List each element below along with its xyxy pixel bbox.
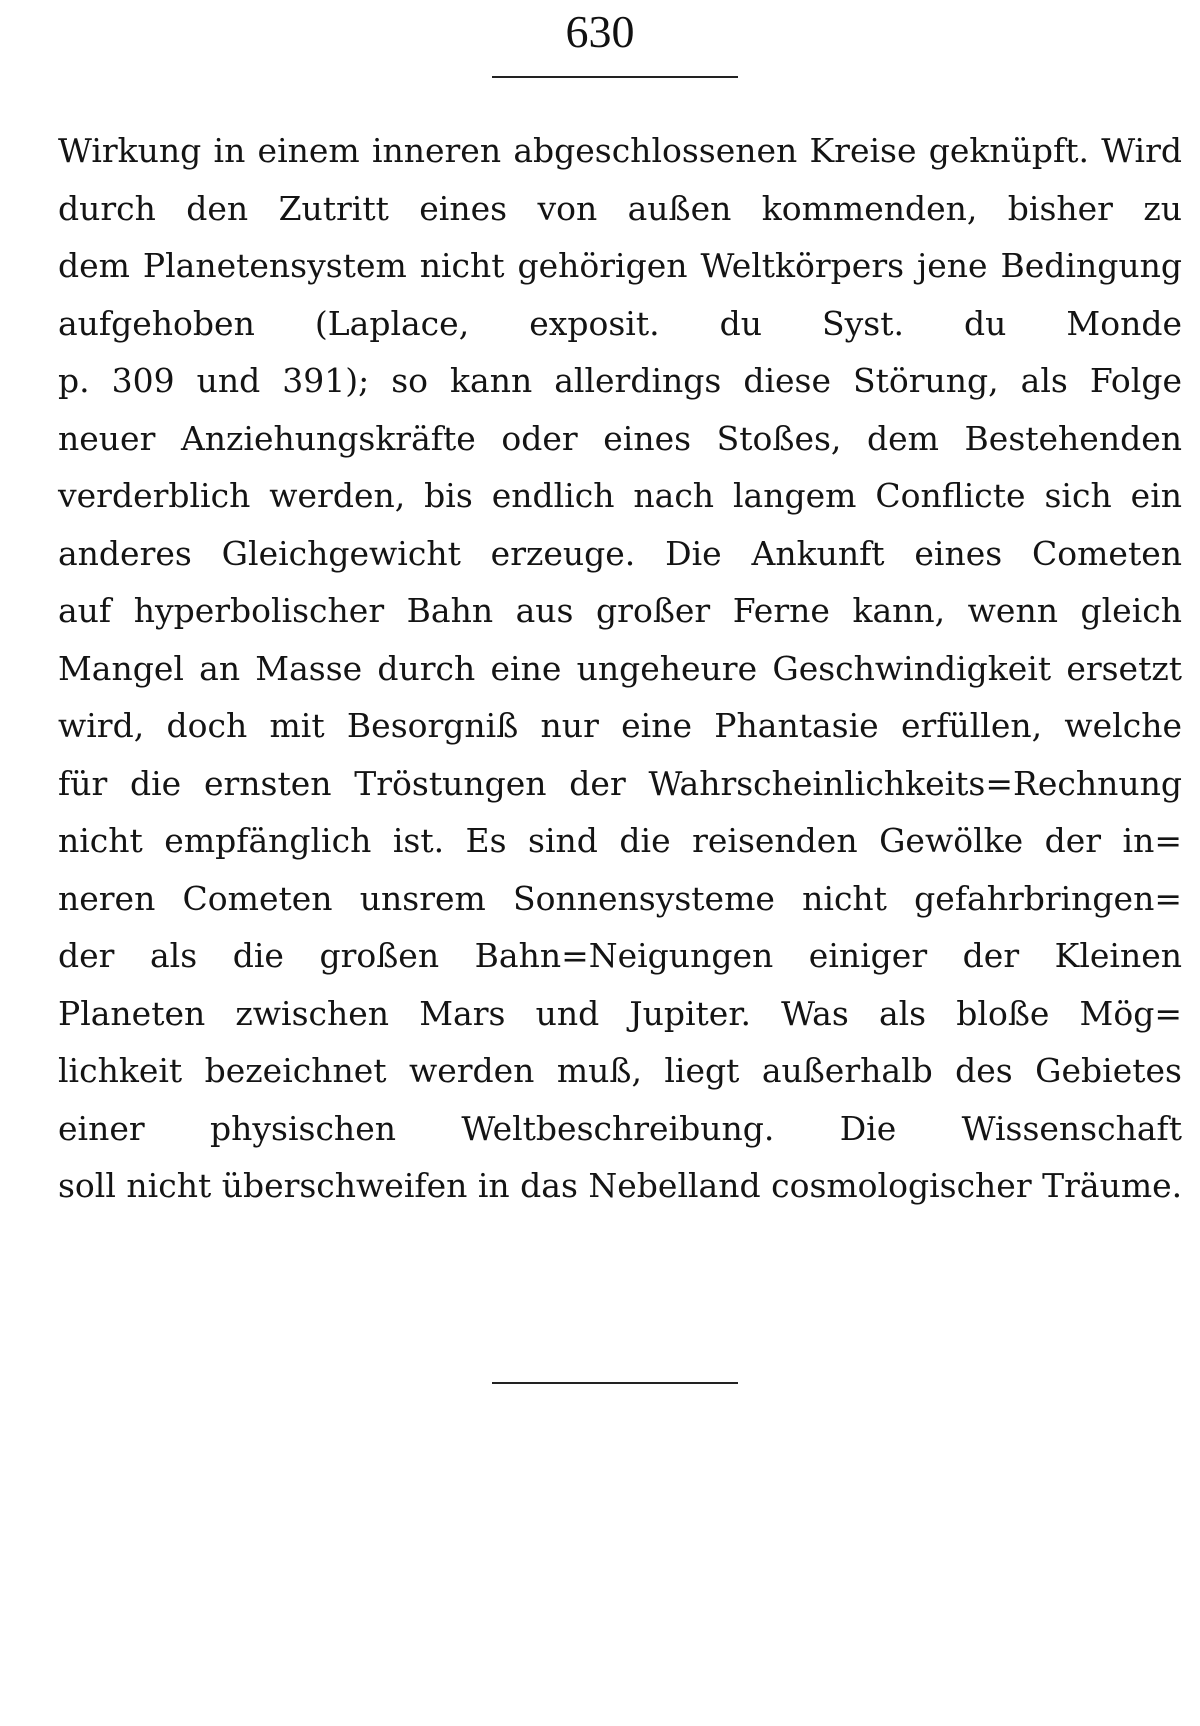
text-line: Planeten zwischen Mars und Jupiter. Was als bloße Mög= xyxy=(58,993,1182,1033)
text-line: auf hyperbolischer Bahn aus großer Ferne kann, wenn gleich xyxy=(58,591,1182,630)
text-line: verderblich werden, bis endlich nach langem Conflicte sich ein xyxy=(58,476,1182,515)
text-line: dem Planetensystem nicht gehörigen Weltkörpers jene Bedingung xyxy=(58,246,1182,285)
body-text xyxy=(58,122,1182,1215)
text-line: Mangel an Masse durch eine ungeheure Geschwindigkeit ersetzt xyxy=(58,648,1182,688)
header-rule xyxy=(492,76,738,78)
text-line: neuer Anziehungskräfte oder eines Stoßes, dem Bestehenden xyxy=(58,418,1182,458)
text-line: soll nicht überschweifen in das Nebelland cosmologischer Träume. xyxy=(58,1166,1183,1205)
footer-rule xyxy=(492,1382,738,1384)
text-line: neren Cometen unsrem Sonnensysteme nicht gefahrbringen= xyxy=(58,878,1182,918)
page-number: 630 xyxy=(565,6,635,57)
text-line: wird, doch mit Besorgniß nur eine Phantasie erfüllen, welche xyxy=(58,706,1182,745)
text-line: der als die großen Bahn=Neigungen einiger der Kleinen xyxy=(58,936,1182,975)
text-line: anderes Gleichgewicht erzeuge. Die Ankunft eines Cometen xyxy=(58,533,1182,573)
text-line: für die ernsten Tröstungen der Wahrscheinlichkeits=Rechnung xyxy=(58,763,1182,803)
text-line: nicht empfänglich ist. Es sind die reisenden Gewölke der in= xyxy=(58,821,1182,860)
text-line: aufgehoben (Laplace, exposit. du Syst. du Monde xyxy=(58,303,1182,343)
text-line: Wirkung in einem inneren abgeschlossenen Kreise geknüpft. Wird xyxy=(58,131,1182,170)
text-line: durch den Zutritt eines von außen kommenden, bisher zu xyxy=(58,188,1182,228)
text-line: lichkeit bezeichnet werden muß, liegt außerhalb des Gebietes xyxy=(58,1051,1182,1090)
text-line: p. 309 und 391); so kann allerdings diese Störung, als Folge xyxy=(58,361,1182,400)
text-line: einer physischen Weltbeschreibung. Die Wissenschaft xyxy=(58,1108,1182,1148)
